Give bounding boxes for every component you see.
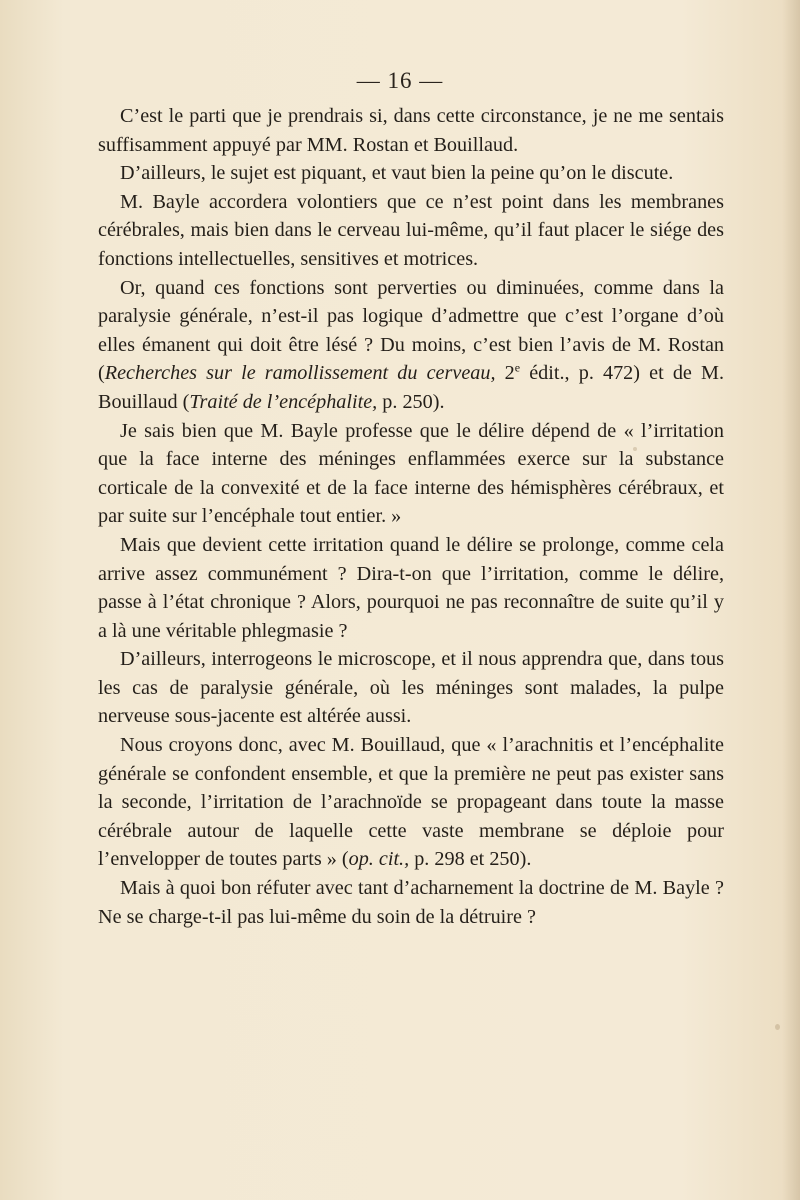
paragraph: D’ailleurs, le sujet est piquant, et vaut bien la peine qu’on le discute. [120, 162, 674, 185]
page-edge-shadow [782, 0, 800, 1200]
paragraph: Mais à quoi bon réfuter avec tant d’acharnement la doctrine de M. Bayle ? Ne se charge-t-il pas lui-même du soin de la détruire ? [98, 877, 724, 928]
citation-title: Traité de l’encéphalite, [189, 390, 378, 413]
paragraph: M. Bayle accordera volontiers que ce n’est point dans les membranes cérébrales, mais bien dans le cerveau lui-même, qu’il faut placer le siége des fonctions intellectuelles, sensitives et motrices. [98, 190, 724, 270]
paragraph: Mais que devient cette irritation quand le délire se prolonge, comme cela arrive assez communément ? Dira-t-on que l’irritation, comme le délire, passe à l’état chronique ? Alors, pourquoi ne pas reconnaître de suite qu’il y a là une véritable phlegmasie ? [98, 533, 724, 642]
paragraph-text: Or, quand ces fonctions sont perverties ou diminuées, comme dans la paralysie générale, n’est-il pas logique d’admettre que c’est l’organe d’où elles émanent qui doit être lésé ? Du moins, c’est bien l’avis de M. Rostan ( [98, 276, 724, 385]
page-number: — 16 — [356, 68, 444, 93]
body-text [98, 102, 724, 931]
paragraph-with-citations [98, 274, 724, 417]
citation-title: op. cit., [348, 848, 410, 871]
paragraph-text: Nous croyons donc, avec M. Bouillaud, que « l’arachnitis et l’encéphalite générale se confondent ensemble, et que la première ne peut pas exister sans la seconde, l’irritation de l’arachnoïde se propageant dans toute la masse cérébrale autour de laquelle cette vaste membrane se déploie pour l’envelopper de toutes parts » ( [98, 734, 724, 871]
citation-title: Recherches sur le ramollissement du cerveau, [104, 362, 496, 385]
paragraph-with-citations [98, 731, 724, 874]
paragraph-text: p. 298 et 250). [409, 848, 532, 871]
paragraph: D’ailleurs, interrogeons le microscope, et il nous apprendra que, dans tous les cas de paralysie générale, où les méninges sont malades, la pulpe nerveuse sous-jacente est altérée aussi. [98, 648, 724, 728]
paragraph-text: 2 [495, 362, 515, 385]
paragraph: Je sais bien que M. Bayle professe que le délire dépend de « l’irritation que la face interne des méninges enflammées exerce sur la substance corticale de la convexité et de la face interne des hémisphères cérébraux, et par suite sur l’encéphale tout entier. » [98, 419, 724, 528]
paragraph-text: p. 250). [377, 390, 445, 413]
paper-spot [775, 1024, 780, 1030]
paragraph-text: édit., p. 472) et de M. Bouillaud ( [98, 362, 725, 413]
superscript: e [514, 360, 521, 375]
paragraph: C’est le parti que je prendrais si, dans cette circonstance, je ne me sentais suffisamment appuyé par MM. Rostan et Bouillaud. [98, 105, 724, 156]
